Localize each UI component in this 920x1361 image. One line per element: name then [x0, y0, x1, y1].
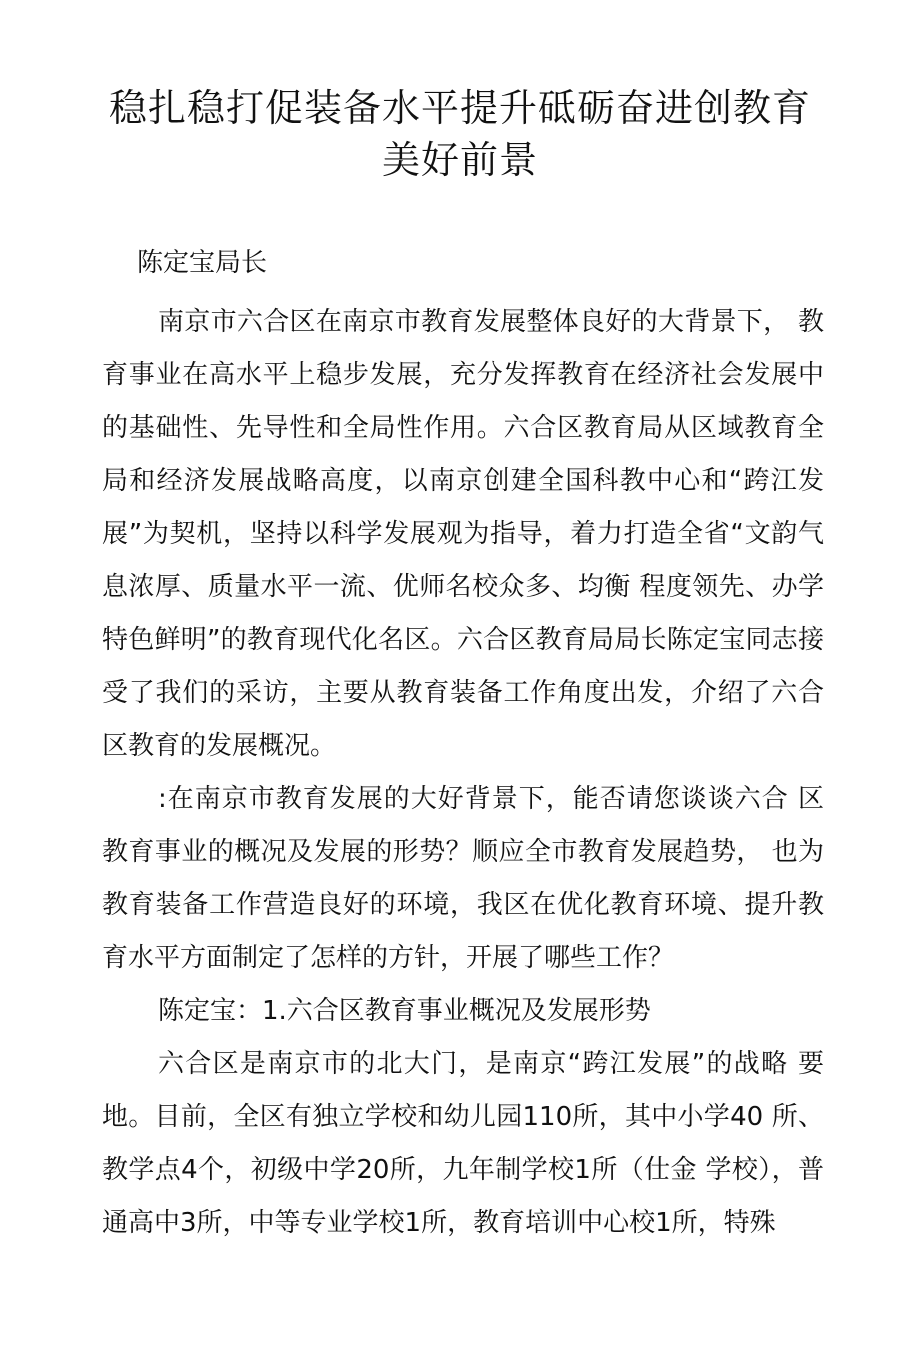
document-body	[102, 296, 824, 1250]
paragraph-intro: 南京市六合区在南京市教育发展整体良好的大背景下， 教育事业在高水平上稳步发展，充分发挥教育在经济社会发展中的基础性、先导性和全局性作用。六合区教育局从区域教育全局和经济发展战略高度，以南京创建全国科教中心和“跨江发展”为契机，坚持以科学发展观为指导，着力打造全省“文韵气息浓厚、质量水平一流、优师名校众多、均衡 程度领先、办学特色鲜明”的教育现代化名区。六合区教育局局长陈定宝同志接受了我们的采访，主要从教育装备工作角度出发，介绍了六合区教育的发展概况。	[102, 307, 824, 761]
paragraph-district-overview: 六合区是南京市的北大门，是南京“跨江发展”的战略 要地。目前，全区有独立学校和幼儿园110所，其中小学40 所、教学点4个，初级中学20所，九年制学校1所（仕金 学校），普通高中3所，中等专业学校1所，教育培训中心校1所，特殊	[102, 1049, 824, 1238]
paragraph-answer-heading: 陈定宝：1.六合区教育事业概况及发展形势	[158, 996, 651, 1026]
author-line: 陈定宝局长	[137, 248, 268, 278]
paragraph-question: :在南京市教育发展的大好背景下，能否请您谈谈六合 区教育事业的概况及发展的形势？顺应全市教育发展趋势， 也为教育装备工作营造良好的环境，我区在优化教育环境、提升教育水平方面制定了怎样的方针，开展了哪些工作？	[102, 784, 824, 973]
document-title: 稳扎稳打促装备水平提升砥砺奋进创教育美好前景	[108, 86, 811, 182]
